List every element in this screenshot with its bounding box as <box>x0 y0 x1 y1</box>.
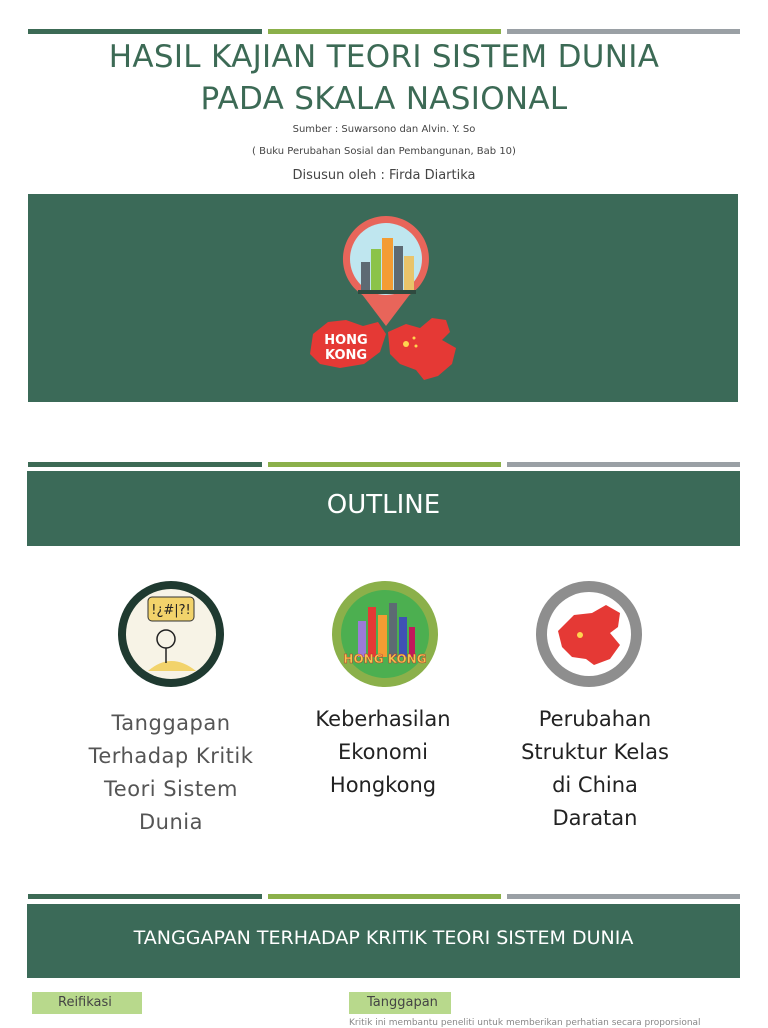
book-text: ( Buku Perubahan Sosial dan Pembangunan, Bab 10) <box>252 146 516 157</box>
hero-image-panel <box>28 194 738 402</box>
title-line-2: PADA SKALA NASIONAL <box>200 81 568 117</box>
confused-speech-text: !¿#|?! <box>151 603 191 618</box>
hongkong-badge-text: HONG KONG <box>343 652 427 666</box>
title-line-1: HASIL KAJIAN TEORI SISTEM DUNIA <box>108 39 660 75</box>
outline-banner: OUTLINE <box>27 471 740 546</box>
confused-person-icon <box>118 581 224 687</box>
tag-reifikasi: Reifikasi <box>32 992 142 1014</box>
outline-icon-1 <box>86 581 256 687</box>
section-accent-bars <box>28 894 740 899</box>
kong-text: KONG <box>324 348 368 363</box>
hong-text: HONG <box>324 333 368 348</box>
outline-item-2-label: Keberhasilan Ekonomi Hongkong <box>315 707 451 797</box>
source-text: Sumber : Suwarsono dan Alvin. Y. So <box>292 124 476 135</box>
outline-item-1-label: Tanggapan Terhadap Kritik Teori Sistem Dunia <box>88 711 254 834</box>
outline-icon-2 <box>300 581 470 687</box>
body-fragment: Kritik ini membantu peneliti untuk memberikan perhatian secara proporsional <box>349 1018 701 1028</box>
outline-item-3-label: Perubahan Struktur Kelas di China Daratan <box>521 707 669 830</box>
section-banner: TANGGAPAN TERHADAP KRITIK TEORI SISTEM DUNIA <box>27 904 740 978</box>
slide-title <box>0 36 768 120</box>
header-accent-bars <box>28 29 740 34</box>
china-map-icon <box>536 581 642 687</box>
outline-accent-bars <box>28 462 740 467</box>
tag-tanggapan: Tanggapan <box>349 992 451 1014</box>
hongkong-china-map-icon <box>28 194 738 402</box>
hongkong-skyline-icon <box>332 581 438 687</box>
author-text: Disusun oleh : Firda Diartika <box>292 168 476 183</box>
outline-icon-3 <box>504 581 674 687</box>
